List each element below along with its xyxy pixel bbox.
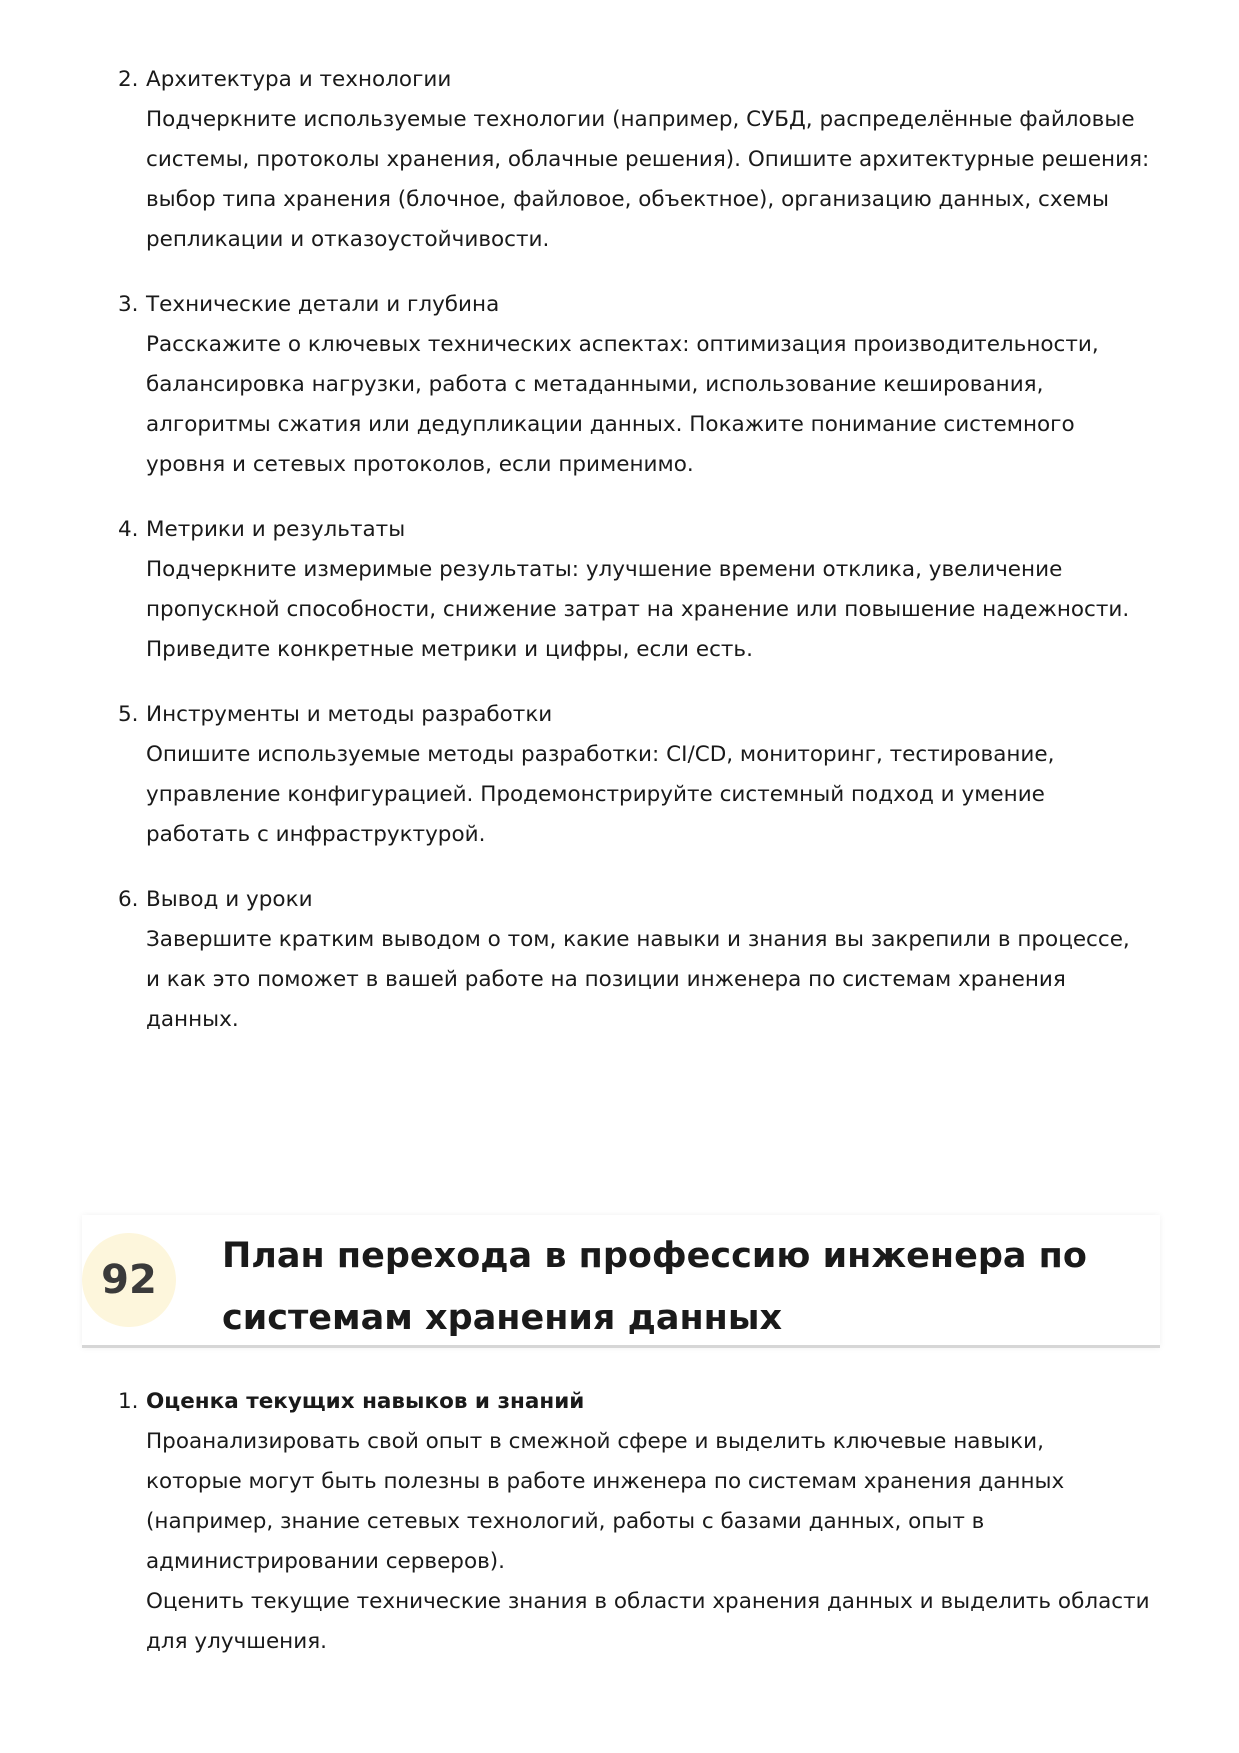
text-line: данных.	[146, 1007, 239, 1032]
item-body	[146, 920, 1158, 1040]
text-line: для улучшения.	[146, 1629, 327, 1654]
item-number: 1.	[118, 1389, 139, 1414]
text-line: уровня и сетевых протоколов, если применимо.	[146, 452, 694, 477]
list-item	[118, 880, 1158, 1040]
text-line: пропускной способности, снижение затрат на хранение или повышение надежности.	[146, 597, 1130, 622]
item-title: Технические детали и глубина	[146, 292, 500, 317]
text-line: администрировании серверов).	[146, 1549, 506, 1574]
item-number: 2.	[118, 67, 139, 92]
text-line: балансировка нагрузки, работа с метаданными, использование кеширования,	[146, 372, 1044, 397]
item-title: Архитектура и технологии	[146, 67, 452, 92]
text-line: Проанализировать свой опыт в смежной сфере и выделить ключевые навыки,	[146, 1429, 1044, 1454]
text-line: Опишите используемые методы разработки: CI/CD, мониторинг, тестирование,	[146, 742, 1055, 767]
text-line: работать с инфраструктурой.	[146, 822, 486, 847]
item-body	[146, 1422, 1158, 1662]
list-item	[118, 695, 1158, 855]
item-body	[146, 100, 1158, 260]
list-item	[118, 285, 1158, 485]
item-number: 3.	[118, 292, 139, 317]
item-title: Инструменты и методы разработки	[146, 702, 553, 727]
item-body	[146, 735, 1158, 855]
item-title: Метрики и результаты	[146, 517, 406, 542]
section-title	[222, 1225, 1122, 1349]
text-line: (например, знание сетевых технологий, работы с базами данных, опыт в	[146, 1509, 985, 1534]
section-title-line: План перехода в профессию инженера по	[222, 1236, 1087, 1276]
text-line: Приведите конкретные метрики и цифры, если есть.	[146, 637, 753, 662]
item-title: Вывод и уроки	[146, 887, 313, 912]
text-line: системы, протоколы хранения, облачные решения). Опишите архитектурные решения:	[146, 147, 1150, 172]
text-line: алгоритмы сжатия или дедупликации данных. Покажите понимание системного	[146, 412, 1075, 437]
section-title-line: системам хранения данных	[222, 1298, 783, 1338]
item-body	[146, 325, 1158, 485]
text-line: Подчеркните измеримые результаты: улучшение времени отклика, увеличение	[146, 557, 1063, 582]
text-line: которые могут быть полезны в работе инженера по системам хранения данных	[146, 1469, 1065, 1494]
list-item	[118, 1382, 1158, 1662]
numbered-list-top	[118, 60, 1158, 1065]
section-header	[82, 1215, 1160, 1348]
text-line: Оценить текущие технические знания в области хранения данных и выделить области	[146, 1589, 1150, 1614]
text-line: выбор типа хранения (блочное, файловое, объектное), организацию данных, схемы	[146, 187, 1110, 212]
numbered-list-bottom	[118, 1382, 1158, 1687]
item-title: Оценка текущих навыков и знаний	[146, 1389, 585, 1414]
list-item	[118, 60, 1158, 260]
text-line: Расскажите о ключевых технических аспектах: оптимизация производительности,	[146, 332, 1099, 357]
item-number: 5.	[118, 702, 139, 727]
section-number-badge: 92	[82, 1233, 176, 1327]
item-number: 6.	[118, 887, 139, 912]
item-body	[146, 550, 1158, 670]
item-number: 4.	[118, 517, 139, 542]
text-line: и как это поможет в вашей работе на позиции инженера по системам хранения	[146, 967, 1066, 992]
text-line: Завершите кратким выводом о том, какие навыки и знания вы закрепили в процессе,	[146, 927, 1130, 952]
text-line: репликации и отказоустойчивости.	[146, 227, 550, 252]
text-line: Подчеркните используемые технологии (например, СУБД, распределённые файловые	[146, 107, 1135, 132]
text-line: управление конфигурацией. Продемонстрируйте системный подход и умение	[146, 782, 1045, 807]
list-item	[118, 510, 1158, 670]
